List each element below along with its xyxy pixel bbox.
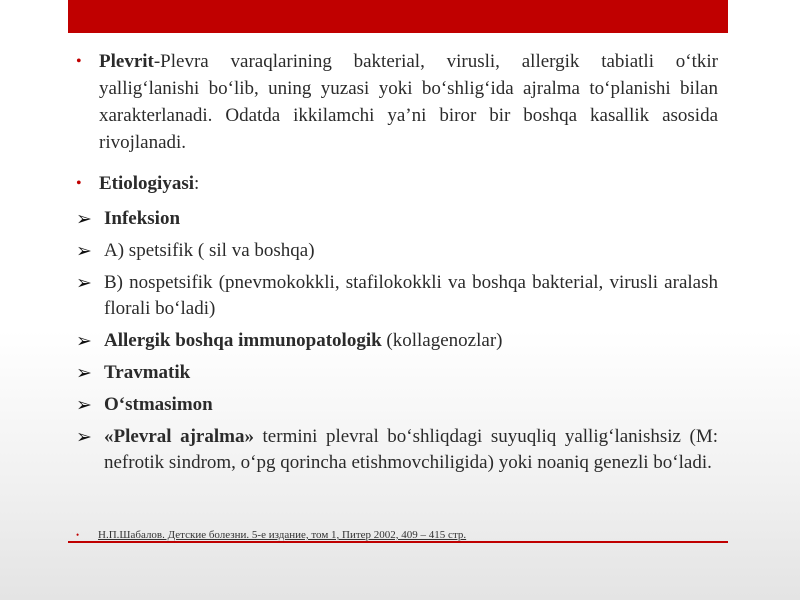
arrow-bullet-icon: ➢: [76, 208, 92, 230]
list-item-ostmasimon: ➢ O‘stmasimon: [76, 394, 213, 416]
etiology-label: Etiologiyasi: [99, 173, 195, 194]
footnote-bullet-icon: •: [76, 530, 80, 540]
arrow-bullet-icon: ➢: [76, 330, 92, 352]
definition-text: -Plevra varaqlarining bakterial, virusli, allergik tabiatli o‘tkir yallig‘lanishi bo‘lib, uning yuzasi yoki bo‘shlig‘ida ajralma to‘planishi bilan xarakterlanadi. Odatda ikkilamchi ya’ni biror bir boshqa kasallik asosida rivojlanadi.: [99, 51, 718, 153]
header-bar: [68, 0, 728, 33]
slide-content: [76, 48, 718, 476]
definition-term: Plevrit: [99, 51, 154, 72]
arrow-bullet-icon: ➢: [76, 272, 92, 294]
list-item-nospetsifik: ➢ B) nospetsifik (pnevmokokkli, stafilokokkli va boshqa bakterial, virusli aralash florali bo‘ladi): [76, 272, 718, 319]
list-item-plevral-ajralma: ➢ «Plevral ajralma» termini plevral bo‘shliqdagi suyuqliq yallig‘lanishsiz (M: nefrotik sindrom, o‘pg qorincha etishmovchiligida) yoki noaniq genezli bo‘ladi.: [76, 426, 718, 473]
list-item-allergik: ➢ Allergik boshqa immunopatologik (kollagenozlar): [76, 330, 503, 352]
footnote-reference: Н.П.Шабалов. Детские болезни. 5-е издание, том 1, Питер 2002, 409 – 415 стр.: [98, 529, 467, 541]
list-item-spetsifik: ➢ A) spetsifik ( sil va boshqa): [76, 240, 315, 262]
bullet-dot-icon: •: [76, 175, 82, 192]
arrow-bullet-icon: ➢: [76, 426, 92, 448]
list-item-travmatik: ➢ Travmatik: [76, 362, 191, 384]
footer-divider: [68, 541, 728, 543]
arrow-bullet-icon: ➢: [76, 240, 92, 262]
etiology-colon: :: [194, 173, 200, 194]
arrow-bullet-icon: ➢: [76, 394, 92, 416]
definition-paragraph: [76, 48, 718, 156]
list-item-infeksion: ➢ Infeksion: [76, 208, 181, 230]
arrow-bullet-icon: ➢: [76, 362, 92, 384]
etiology-heading: [76, 170, 718, 197]
bullet-dot-icon: •: [76, 53, 82, 70]
